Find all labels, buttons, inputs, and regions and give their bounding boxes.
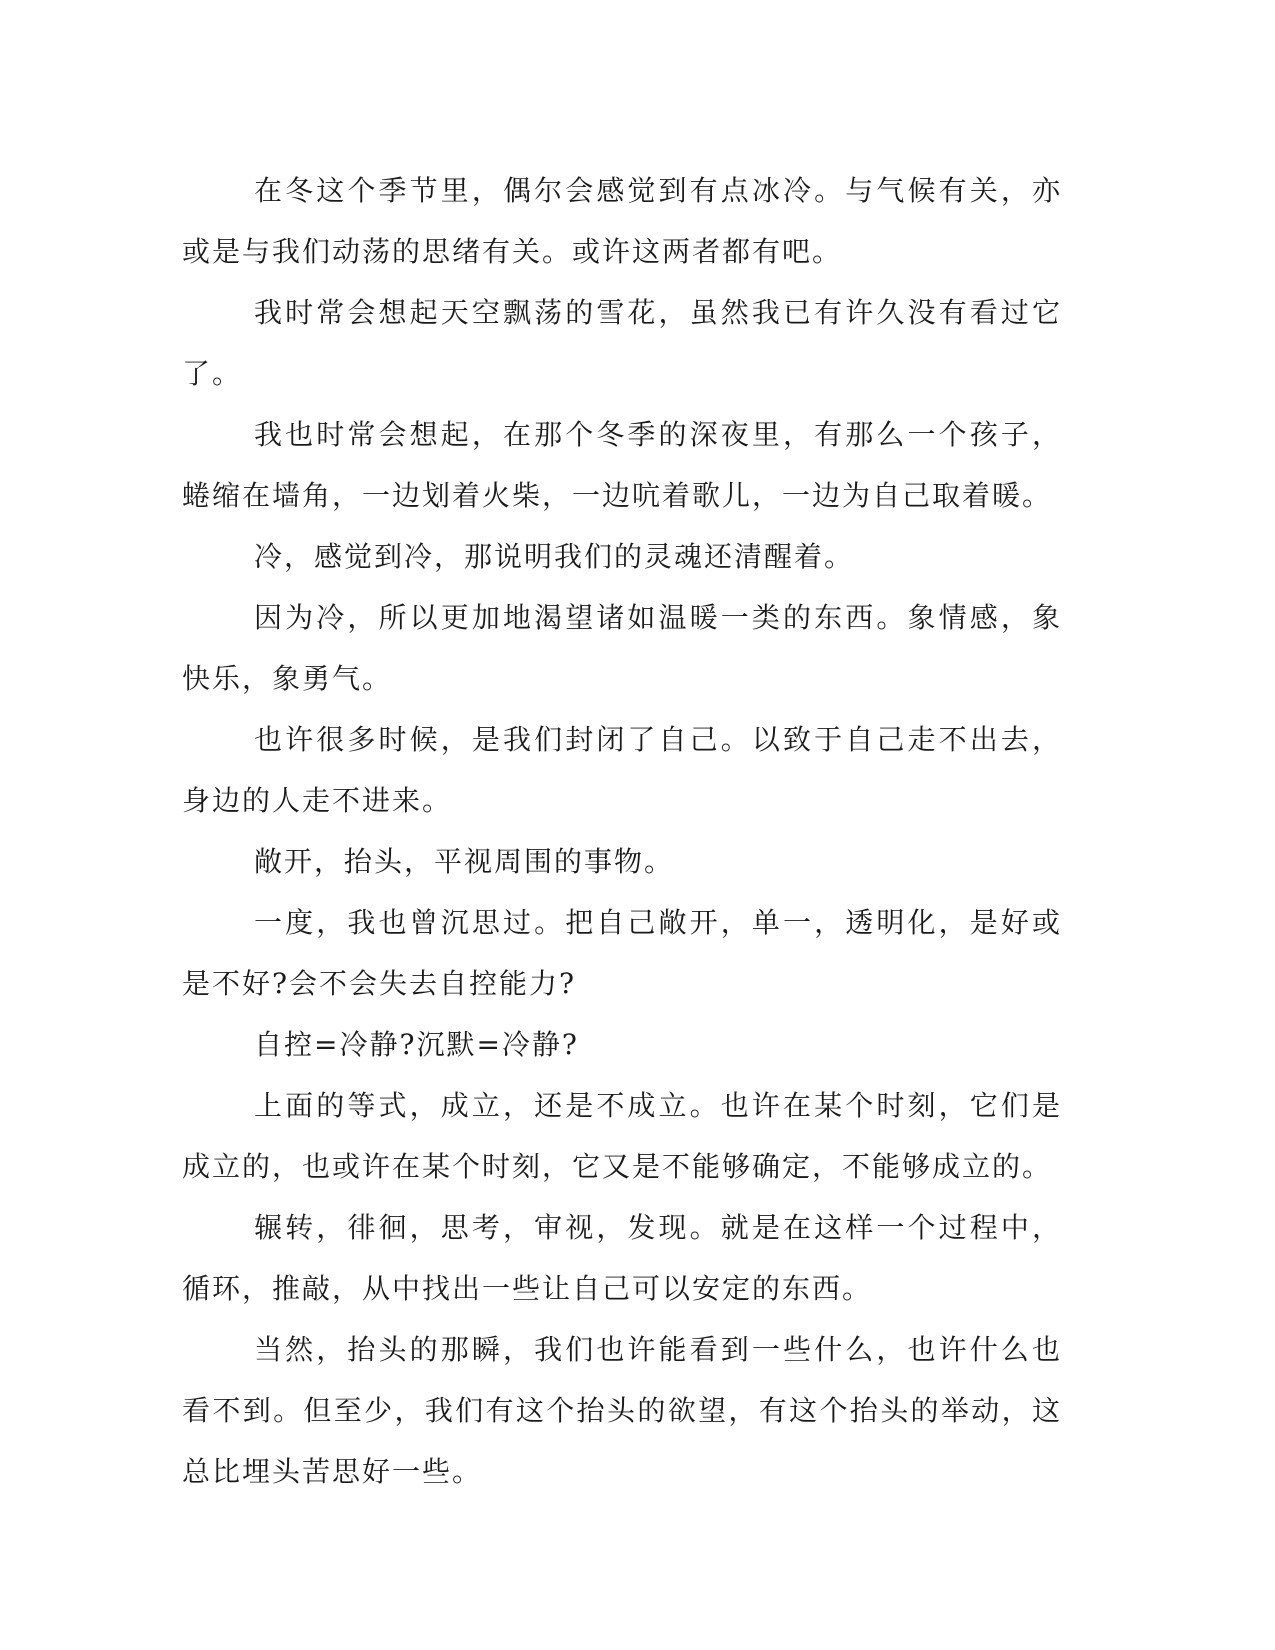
paragraph-1: 在冬这个季节里，偶尔会感觉到有点冰冷。与气候有关，亦或是与我们动荡的思绪有关。或许这两者都有吧。 (182, 174, 1062, 268)
paragraph-11: 辗转，徘徊，思考，审视，发现。就是在这样一个过程中，循环，推敲，从中找出一些让自己可以安定的东西。 (182, 1211, 1062, 1305)
document-body (182, 160, 1062, 1502)
paragraph-12: 当然，抬头的那瞬，我们也许能看到一些什么，也许什么也看不到。但至少，我们有这个抬头的欲望，有这个抬头的举动，这总比埋头苦思好一些。 (182, 1333, 1062, 1488)
paragraph-2: 我时常会想起天空飘荡的雪花，虽然我已有许久没有看过它了。 (182, 296, 1062, 390)
paragraph-3: 我也时常会想起，在那个冬季的深夜里，有那么一个孩子，蜷缩在墙角，一边划着火柴，一边吭着歌儿，一边为自己取着暖。 (182, 418, 1062, 512)
paragraph-9: 自控=冷静?沉默=冷静? (254, 1028, 579, 1061)
paragraph-8: 一度，我也曾沉思过。把自己敞开，单一，透明化，是好或是不好?会不会失去自控能力? (182, 906, 1062, 1000)
paragraph-6: 也许很多时候，是我们封闭了自己。以致于自己走不出去，身边的人走不进来。 (182, 723, 1062, 817)
paragraph-10: 上面的等式，成立，还是不成立。也许在某个时刻，它们是成立的，也或许在某个时刻，它又是不能够确定，不能够成立的。 (182, 1089, 1062, 1183)
paragraph-5: 因为冷，所以更加地渴望诸如温暖一类的东西。象情感，象快乐，象勇气。 (182, 601, 1062, 695)
paragraph-7: 敞开，抬头，平视周围的事物。 (254, 845, 675, 878)
paragraph-4: 冷，感觉到冷，那说明我们的灵魂还清醒着。 (254, 540, 855, 573)
